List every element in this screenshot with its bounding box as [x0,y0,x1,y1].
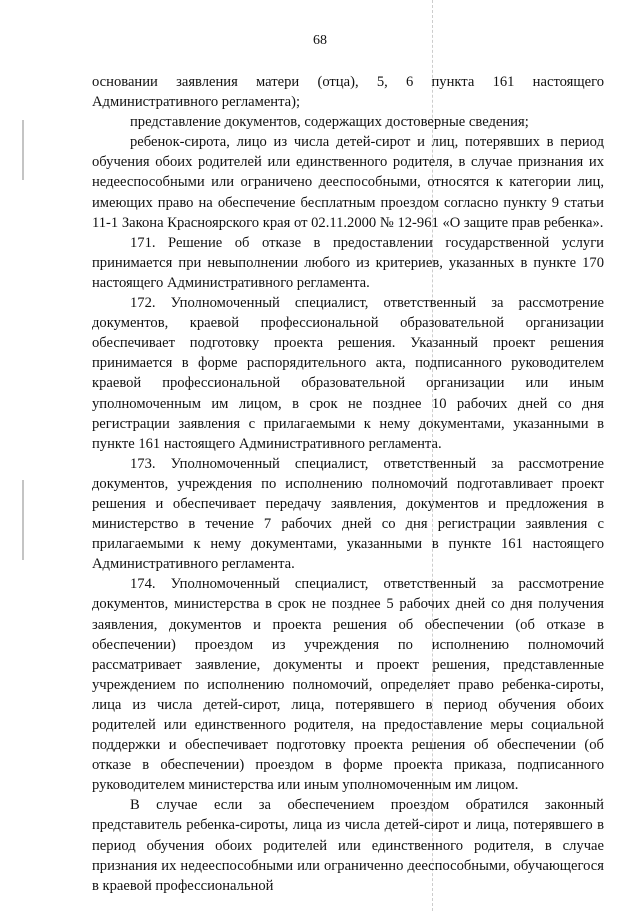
paragraph-174: 174. Уполномоченный специалист, ответственный за рассмотрение документов, министерства в срок не позднее 5 рабочих дней со дня получения заявления, документов и проекта решения об обеспечении (об отказе в обеспечении) проездом из учреждения по исполнению полномочий рассматривает заявление, документы и проект решения, представленные учреждением по исполнению полномочий, определяет право ребенка-сироты, лица из числа детей-сирот, лица, потерявшего в период обучения обоих родителей или единственного родителя, на предоставление меры социальной поддержки и обеспечивает подготовку проекта решения об обеспечении (об отказе в обеспечении) проездом в форме проекта приказа, подписанного руководителем министерства или иным уполномоченным им лицом. [92,576,604,794]
paragraph-legal-representative: В случае если за обеспечением проездом обратился законный представитель ребенка-сироты, лица из числа детей-сирот и лица, потерявшего в период обучения обоих родителей или единственного родителя, в случае признания их недееспособными или ограниченно дееспособными, обучающегося в краевой профессиональной [92,797,604,894]
scan-margin-mark [22,480,24,560]
paragraph-173: 173. Уполномоченный специалист, ответственный за рассмотрение документов, учреждения по исполнению полномочий подготавливает проект решения и обеспечивает передачу заявления, документов и предложения в министерство в течение 7 рабочих дней со дня регистрации заявления с прилагаемыми к нему документами, указанными в пункте 161 настоящего Административного регламента. [92,455,604,573]
paragraph-171: 171. Решение об отказе в предоставлении государственной услуги принимается при невыполнении любого из критериев, указанных в пункте 170 настоящего Административного регламента. [92,234,604,291]
paragraph-continuation: основании заявления матери (отца), 5, 6 пункта 161 настоящего Административного регламента); [92,74,604,111]
paragraph-documents: представление документов, содержащих достоверные сведения; [130,114,529,131]
scan-margin-mark [22,120,24,180]
document-body [92,72,604,896]
paragraph-172: 172. Уполномоченный специалист, ответственный за рассмотрение документов, краевой профессиональной образовательной организации обеспечивает подготовку проекта решения. Указанный проект решения принимается в форме распорядительного акта, подписанного руководителем краевой профессиональной образовательной организации или иным уполномоченным им лицом, в срок не позднее 10 рабочих дней со дня регистрации заявления с прилагаемыми к нему документами, указанными в пункте 161 настоящего Административного регламента. [92,295,604,452]
page-number: 68 [313,33,327,48]
paragraph-orphan-category: ребенок-сирота, лицо из числа детей-сирот и лиц, потерявших в период обучения обоих родителей или единственного родителя, в случае признания их недееспособными или ограничено дееспособными, относятся к категории лиц, имеющих право на обеспечение бесплатным проездом согласно пункту 9 статьи 11-1 Закона Красноярского края от 02.11.2000 № 12-961 «О защите прав ребенка». [92,134,604,231]
